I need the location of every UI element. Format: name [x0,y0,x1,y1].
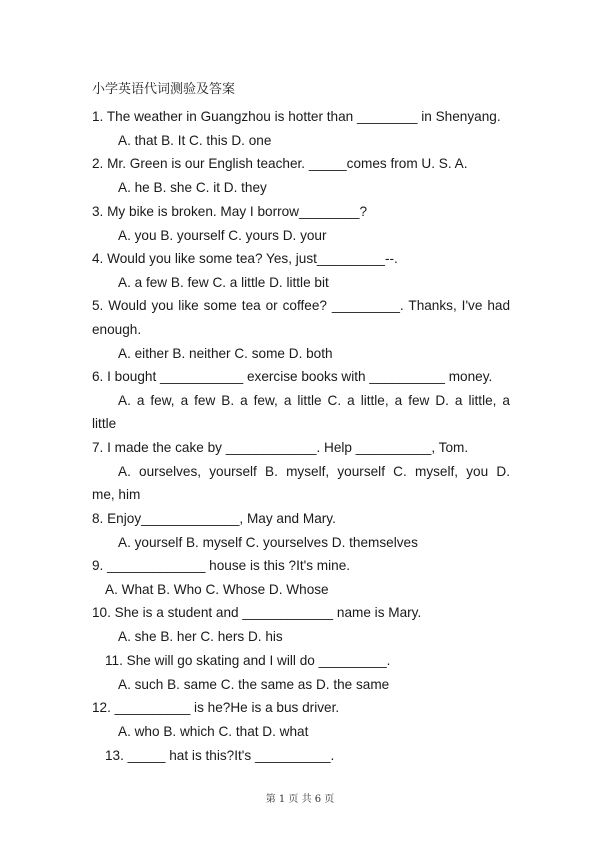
options-7-line-2: me, him [92,487,141,502]
options-11: A. such B. same C. the same as D. the same [118,677,390,692]
options-9: A. What B. Who C. Whose D. Whose [105,582,329,597]
page-title: 小学英语代词测验及答案 [92,82,236,97]
page-footer: 第 1 页 共 6 页 [265,794,335,805]
question-5-line-2: enough. [92,322,142,337]
question-3: 3. My bike is broken. May I borrow________? [92,204,368,219]
question-8: 8. Enjoy_____________, May and Mary. [92,511,336,526]
options-5: A. either B. neither C. some D. both [118,346,333,361]
options-8: A. yourself B. myself C. yourselves D. themselves [118,535,418,550]
question-4: 4. Would you like some tea? Yes, just_________--. [92,251,398,266]
question-6: 6. I bought ___________ exercise books with __________ money. [92,369,493,384]
question-9: 9. _____________ house is this ?It's mine. [92,558,351,573]
options-12: A. who B. which C. that D. what [118,724,309,739]
question-12: 12. __________ is he?He is a bus driver. [92,700,340,715]
options-10: A. she B. her C. hers D. his [118,629,283,644]
question-13: 13. _____ hat is this?It's __________. [105,748,335,763]
options-7-line-1: A. ourselves, yourself B. myself, yourself C. myself, you D. [118,464,510,479]
options-6-line-2: little [92,416,117,431]
options-3: A. you B. yourself C. yours D. your [118,228,327,243]
question-10: 10. She is a student and ____________ name is Mary. [92,605,422,620]
question-7: 7. I made the cake by ____________. Help __________, Tom. [92,440,469,455]
question-2: 2. Mr. Green is our English teacher. _____comes from U. S. A. [92,156,468,171]
question-11: 11. She will go skating and I will do _________. [105,653,391,668]
options-4: A. a few B. few C. a little D. little bit [118,275,329,290]
question-1: 1. The weather in Guangzhou is hotter than ________ in Shenyang. [92,109,501,124]
options-1: A. that B. It C. this D. one [118,133,272,148]
options-2: A. he B. she C. it D. they [118,180,267,195]
options-6-line-1: A. a few, a few B. a few, a little C. a little, a few D. a little, a [118,393,510,408]
question-5-line-1: 5. Would you like some tea or coffee? _________. Thanks, I've had [92,298,510,313]
